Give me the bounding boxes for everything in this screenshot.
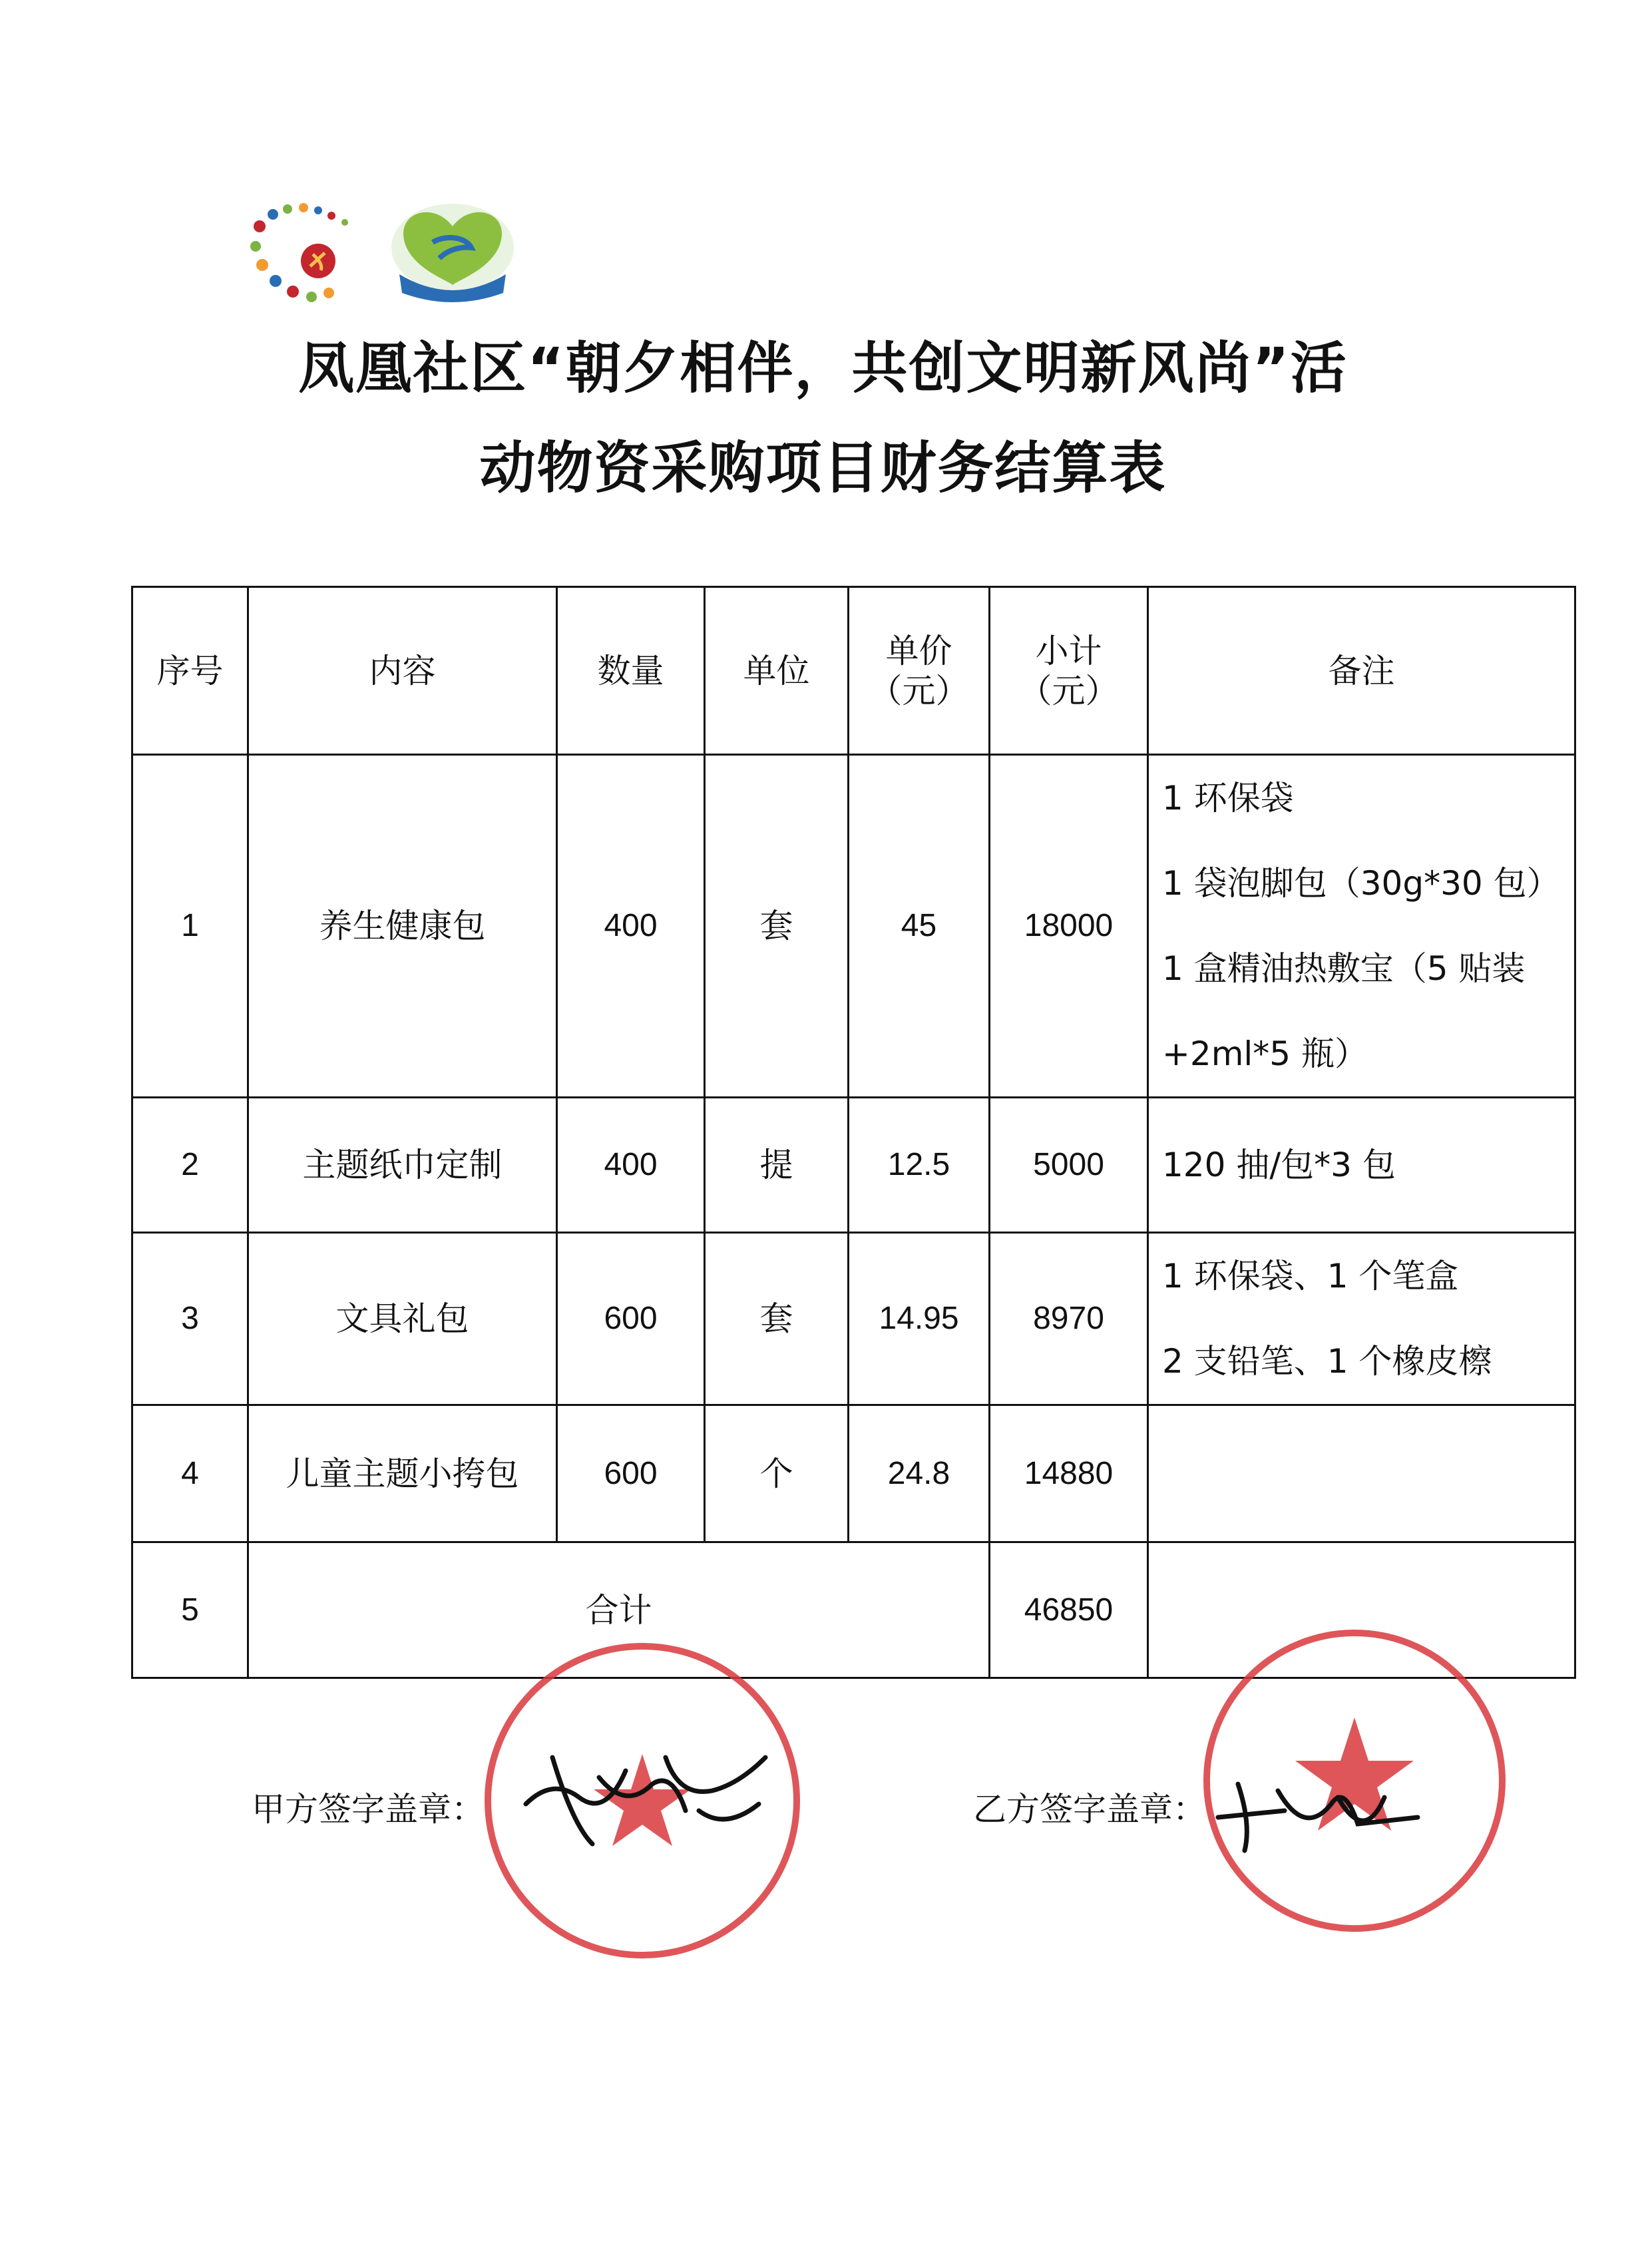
row-unit: 套 xyxy=(705,1233,849,1405)
row-unit-price: 12.5 xyxy=(849,1098,990,1233)
remark-line: +2ml*5 瓶） xyxy=(1162,1034,1368,1073)
row-unit: 提 xyxy=(705,1098,849,1233)
row-index: 1 xyxy=(132,755,248,1098)
party-b-handwritten-signature xyxy=(1205,1757,1424,1857)
row-quantity: 600 xyxy=(557,1233,705,1405)
row-content: 儿童主题小挎包 xyxy=(248,1405,557,1542)
settlement-table xyxy=(131,586,1576,1679)
row-subtotal: 5000 xyxy=(990,1098,1148,1233)
header-unit: 单位 xyxy=(705,587,849,755)
header-unit-price-label: 单价 xyxy=(885,631,952,670)
row-remarks xyxy=(1148,755,1575,1098)
row-content: 文具礼包 xyxy=(248,1233,557,1405)
community-party-logo-icon xyxy=(250,203,348,302)
header-quantity: 数量 xyxy=(557,587,705,755)
total-index: 5 xyxy=(132,1542,248,1678)
header-unit-price-unit: （元） xyxy=(869,671,969,710)
title-line-2: 动物资采购项目财务结算表 xyxy=(479,435,1167,501)
row-unit: 个 xyxy=(705,1405,849,1542)
table-row xyxy=(132,755,1575,1098)
table-row xyxy=(132,1233,1575,1405)
header-remarks: 备注 xyxy=(1148,587,1575,755)
table-header-row xyxy=(132,587,1575,755)
header-subtotal-label: 小计 xyxy=(1035,631,1102,670)
row-remarks xyxy=(1148,1405,1575,1542)
table-row xyxy=(132,1098,1575,1233)
header-content: 内容 xyxy=(248,587,557,755)
party-b-signature-label: 乙方签字盖章： xyxy=(973,1790,1206,1829)
header-index: 序号 xyxy=(132,587,248,755)
remark-line: 2 支铅笔、1 个橡皮檫 xyxy=(1162,1342,1492,1381)
row-quantity: 400 xyxy=(557,755,705,1098)
remark-line: 1 盒精油热敷宝（5 贴装 xyxy=(1162,949,1526,988)
header-subtotal-unit: （元） xyxy=(1018,671,1119,710)
total-subtotal: 46850 xyxy=(990,1542,1148,1678)
remark-line: 1 环保袋、1 个笔盒 xyxy=(1162,1257,1459,1295)
row-subtotal: 18000 xyxy=(990,755,1148,1098)
row-remarks xyxy=(1148,1233,1575,1405)
logos xyxy=(246,200,526,306)
heart-hands-logo-icon xyxy=(391,204,514,302)
table-row xyxy=(132,1405,1575,1542)
row-index: 3 xyxy=(132,1233,248,1405)
header-unit-price xyxy=(849,587,990,755)
row-unit: 套 xyxy=(705,755,849,1098)
row-quantity: 400 xyxy=(557,1098,705,1233)
document-title xyxy=(133,318,1513,518)
remark-line: 1 袋泡脚包（30g*30 包） xyxy=(1162,864,1560,903)
row-content: 主题纸巾定制 xyxy=(248,1098,557,1233)
party-a-signature-label: 甲方签字盖章： xyxy=(252,1790,485,1829)
row-subtotal: 14880 xyxy=(990,1405,1148,1542)
row-unit-price: 24.8 xyxy=(849,1405,990,1542)
total-label: 合计 xyxy=(248,1542,990,1678)
remark-line: 1 环保袋 xyxy=(1162,779,1294,817)
row-remarks xyxy=(1148,1098,1575,1233)
row-index: 2 xyxy=(132,1098,248,1233)
row-unit-price: 45 xyxy=(849,755,990,1098)
row-subtotal: 8970 xyxy=(990,1233,1148,1405)
remark-line: 120 抽/包*3 包 xyxy=(1162,1146,1396,1184)
title-line-1: 凤凰社区“朝夕相伴，共创文明新风尚”活 xyxy=(298,336,1348,401)
row-unit-price: 14.95 xyxy=(849,1233,990,1405)
party-a-handwritten-signature xyxy=(513,1731,779,1857)
row-quantity: 600 xyxy=(557,1405,705,1542)
header-subtotal xyxy=(990,587,1148,755)
row-index: 4 xyxy=(132,1405,248,1542)
row-content: 养生健康包 xyxy=(248,755,557,1098)
